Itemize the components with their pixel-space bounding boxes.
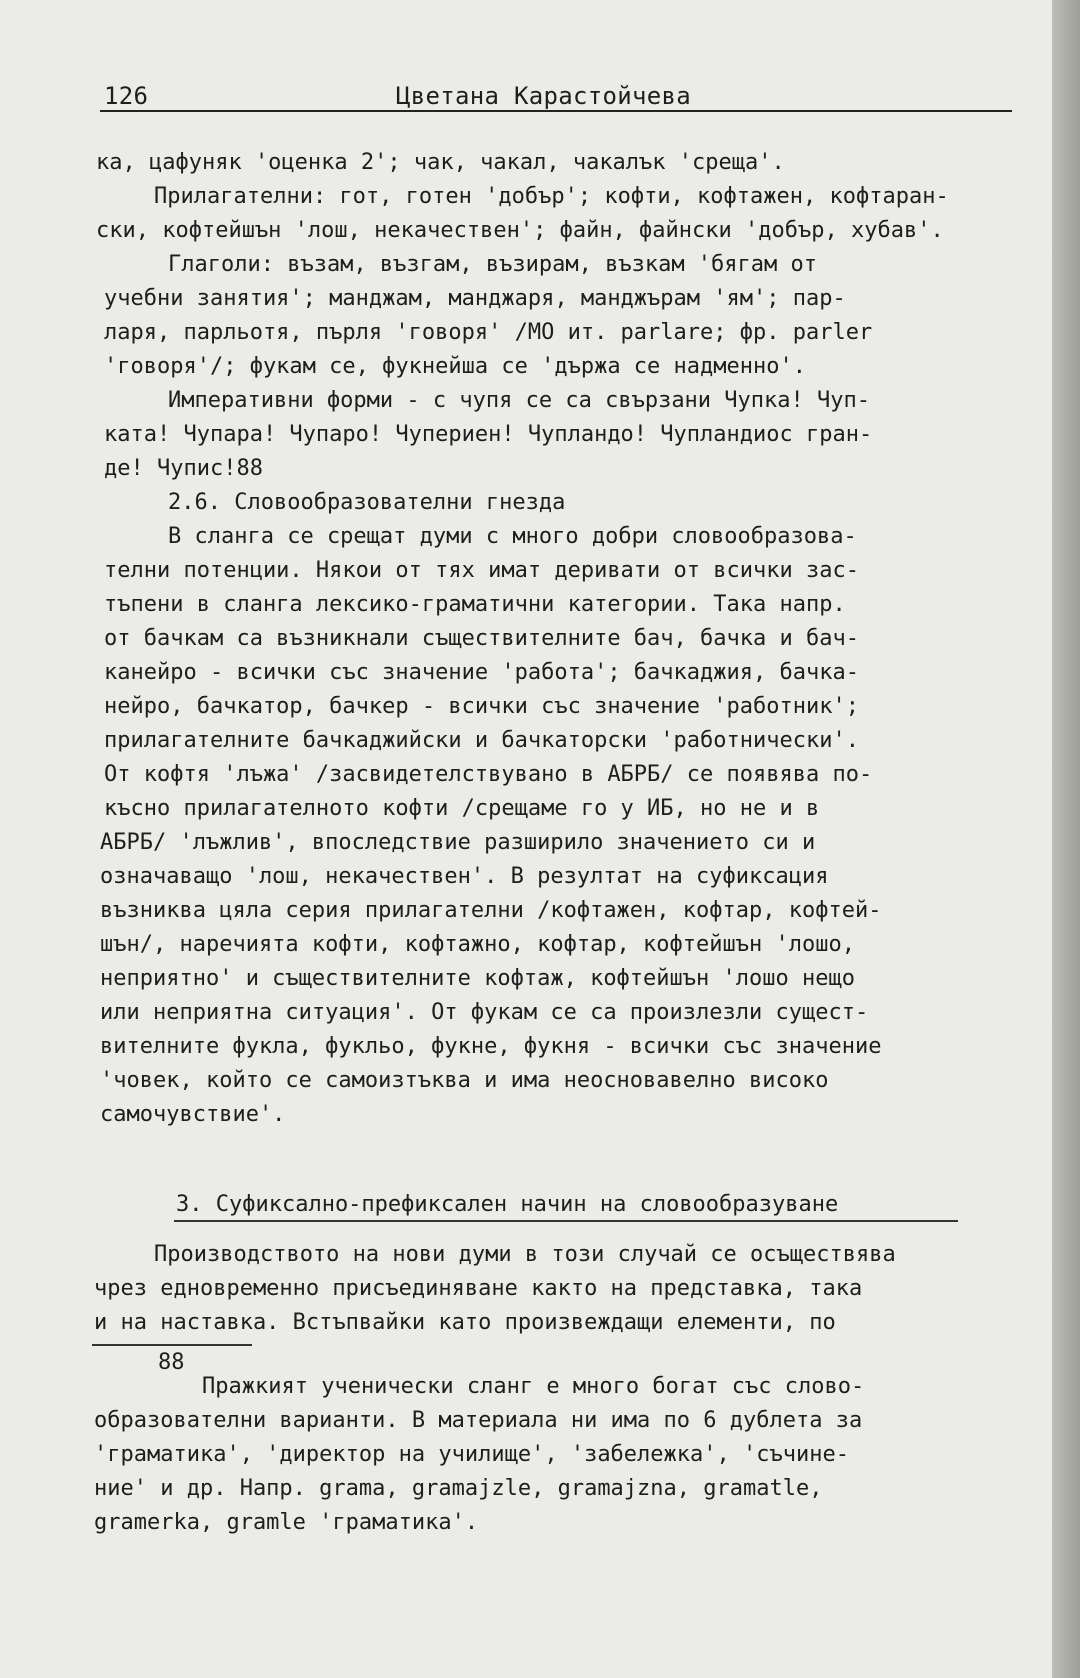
body-line: 'човек, който се самоизтъква и има неосновавелно високо: [100, 1068, 829, 1093]
body-line: де! Чупис!88: [104, 456, 263, 481]
body-line: 'говоря'/; фукам се, фукнейша се 'държа се надменно'.: [104, 354, 806, 379]
footnote-line: Пражкият ученически сланг е много богат със слово-: [202, 1374, 865, 1399]
body-line: канейро - всички със значение 'работа'; бачкаджия, бачка-: [104, 660, 859, 685]
body-line: вителните фукла, фукльо, фукне, фукня - всички със значение: [100, 1034, 882, 1059]
body-line: неприятно' и съществителните кофтаж, кофтейшън 'лошо нещо: [100, 966, 855, 991]
body-line: тъпени в сланга лексико-граматични категории. Така напр.: [104, 592, 846, 617]
page-number: 126: [104, 82, 149, 110]
body-line: или неприятна ситуация'. От фукам се са произлезли сущест-: [100, 1000, 869, 1025]
body-line: АБРБ/ 'лъжлив', впоследствие разширило значението си и: [100, 830, 816, 855]
body-line: чрез едновременно присъединяване както на представка, така: [94, 1276, 863, 1301]
body-line: телни потенции. Някои от тях имат деривати от всички зас-: [104, 558, 859, 583]
footnote-number: 88: [158, 1350, 185, 1375]
body-line: самочувствие'.: [100, 1102, 286, 1127]
page-edge: [1052, 0, 1080, 1678]
body-line: В сланга се срещат думи с много добри словообразова-: [168, 524, 857, 549]
footnote-line: образователни варианти. В материала ни има по 6 дублета за: [94, 1408, 863, 1433]
body-line: късно прилагателното кофти /срещаме го у ИБ, но не и в: [104, 796, 820, 821]
body-line: Императивни форми - с чупя се са свързани Чупка! Чуп-: [168, 388, 870, 413]
body-line: Глаголи: възам, възгам, възирам, възкам 'бягам от: [168, 252, 818, 277]
section-heading: 3. Суфиксално-префиксален начин на словообразуване: [176, 1192, 839, 1217]
header-rule: [100, 110, 1012, 112]
body-line: ка, цафуняк 'оценка 2'; чак, чакал, чакалък 'среща'.: [96, 150, 785, 175]
footnote-rule: [92, 1344, 252, 1346]
body-line: прилагателните бачкаджийски и бачкаторски 'работнически'.: [104, 728, 859, 753]
body-line: Прилагателни: гот, готен 'добър'; кофти, кофтажен, кофтаран-: [154, 184, 949, 209]
section-heading-underline: [174, 1220, 958, 1222]
body-line: от бачкам са възникнали съществителните бач, бачка и бач-: [104, 626, 859, 651]
body-line: ларя, парльотя, пърля 'говоря' /МО ит. parlare; фр. parler: [104, 320, 873, 345]
body-line: От кофтя 'лъжа' /засвидетелствувано в АБРБ/ се появява по-: [104, 762, 873, 787]
footnote-line: 'граматика', 'директор на училище', 'забележка', 'съчине-: [94, 1442, 849, 1467]
body-line: ски, кофтейшън 'лош, некачествен'; файн, файнски 'добър, хубав'.: [96, 218, 944, 243]
subsection-heading: 2.6. Словообразователни гнезда: [168, 490, 566, 515]
body-line: възниква цяла серия прилагателни /кофтажен, кофтар, кофтей-: [100, 898, 882, 923]
body-line: нейро, бачкатор, бачкер - всички със значение 'работник';: [104, 694, 859, 719]
running-title: Цветана Карастойчева: [396, 82, 691, 110]
body-line: ката! Чупара! Чупаро! Чупериен! Чупландо! Чупландиос гран-: [104, 422, 873, 447]
body-line: учебни занятия'; манджам, манджаря, манджърам 'ям'; пар-: [104, 286, 846, 311]
body-line: шън/, наречията кофти, кофтажно, кофтар, кофтейшън 'лошо,: [100, 932, 855, 957]
body-line: Производството на нови думи в този случай се осъществява: [154, 1242, 896, 1267]
body-line: означаващо 'лош, некачествен'. В резултат на суфиксация: [100, 864, 829, 889]
body-line: и на наставка. Встъпвайки като произвеждащи елементи, по: [94, 1310, 836, 1335]
footnote-line: gramerka, gramle 'граматика'.: [94, 1510, 479, 1535]
footnote-line: ние' и др. Напр. grama, gramajzle, gramajzna, gramatle,: [94, 1476, 823, 1501]
